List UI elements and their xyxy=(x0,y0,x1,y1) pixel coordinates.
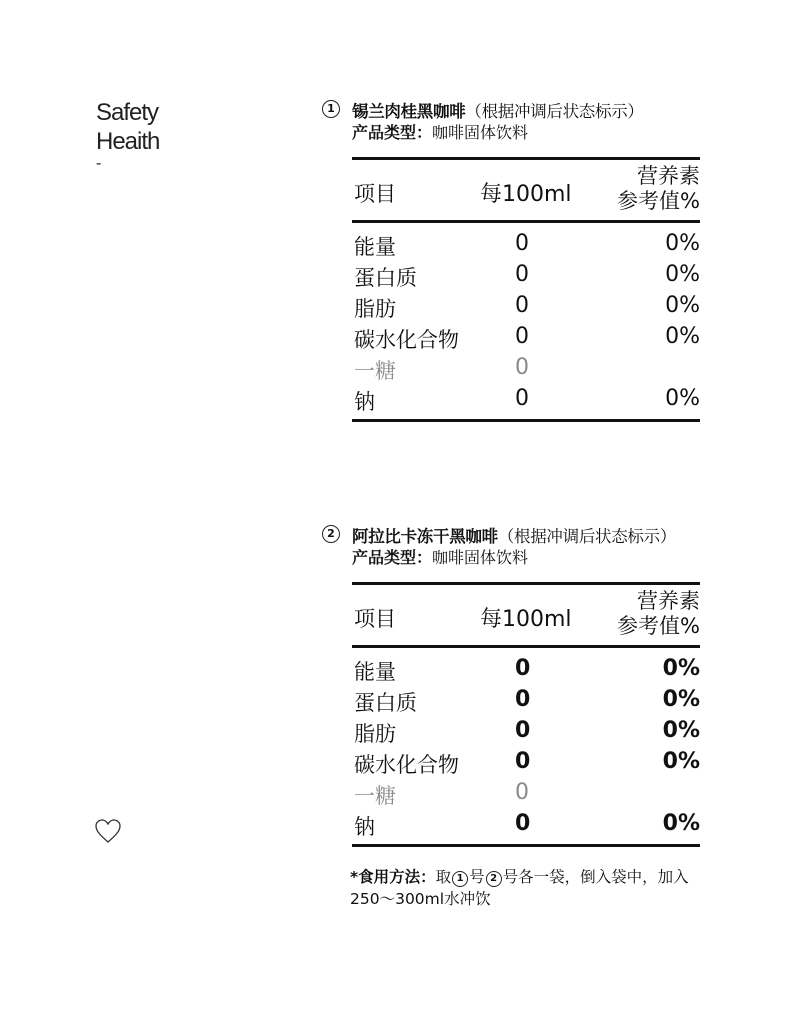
table-row: 钠 0 0% xyxy=(354,811,700,839)
product-title: 锡兰肉桂黑咖啡（根据冲调后状态标示） xyxy=(352,102,644,121)
column-header-per-100ml: 每100ml xyxy=(480,607,572,632)
brand-line-1: Safety xyxy=(96,99,159,126)
usage-label: *食用方法： xyxy=(350,868,436,886)
column-header-nrv: 营养素 参考值% xyxy=(617,589,700,638)
brand-dash: - xyxy=(96,155,101,172)
table-row: 碳水化合物 0 0% xyxy=(354,324,700,352)
table-row: 蛋白质 0 0% xyxy=(354,687,700,715)
product-type: 产品类型：咖啡固体饮料 xyxy=(352,123,529,142)
table-row: 碳水化合物 0 0% xyxy=(354,749,700,777)
table-row: 钠 0 0% xyxy=(354,386,700,414)
product-type: 产品类型：咖啡固体饮料 xyxy=(352,548,529,567)
column-header-per-100ml: 每100ml xyxy=(480,182,572,207)
nutrition-table xyxy=(352,582,700,847)
nutrition-table-header xyxy=(352,585,700,648)
table-row: 脂肪 0 0% xyxy=(354,293,700,321)
usage-line-2: 250～300ml水冲饮 xyxy=(350,890,491,908)
usage-number-badge: 2 xyxy=(486,871,502,887)
nutrition-table xyxy=(352,157,700,422)
table-row: 脂肪 0 0% xyxy=(354,718,700,746)
product-number-badge: 2 xyxy=(322,525,340,543)
table-row: 蛋白质 0 0% xyxy=(354,262,700,290)
heart-outline-icon[interactable] xyxy=(94,818,122,848)
table-row: 能量 0 0% xyxy=(354,656,700,684)
brand-line-2: Heaith xyxy=(96,128,160,155)
column-header-item: 项目 xyxy=(354,182,396,206)
table-row: 一糖 0 xyxy=(354,355,529,383)
product-title: 阿拉比卡冻干黑咖啡（根据冲调后状态标示） xyxy=(352,527,677,546)
nutrition-table-header xyxy=(352,160,700,223)
brand-text xyxy=(96,98,159,172)
column-header-item: 项目 xyxy=(354,607,396,631)
product-number-badge: 1 xyxy=(322,100,340,118)
usage-number-badge: 1 xyxy=(452,871,468,887)
table-row: 能量 0 0% xyxy=(354,231,700,259)
column-header-nrv: 营养素 参考值% xyxy=(617,164,700,213)
table-row: 一糖 0 xyxy=(354,780,529,808)
product-section-1 xyxy=(322,98,722,422)
usage-instructions: *食用方法：取 1 号 2 号各一袋，倒入袋中，加入 250～300ml水冲饮 xyxy=(350,868,689,908)
product-section-2 xyxy=(322,523,722,847)
